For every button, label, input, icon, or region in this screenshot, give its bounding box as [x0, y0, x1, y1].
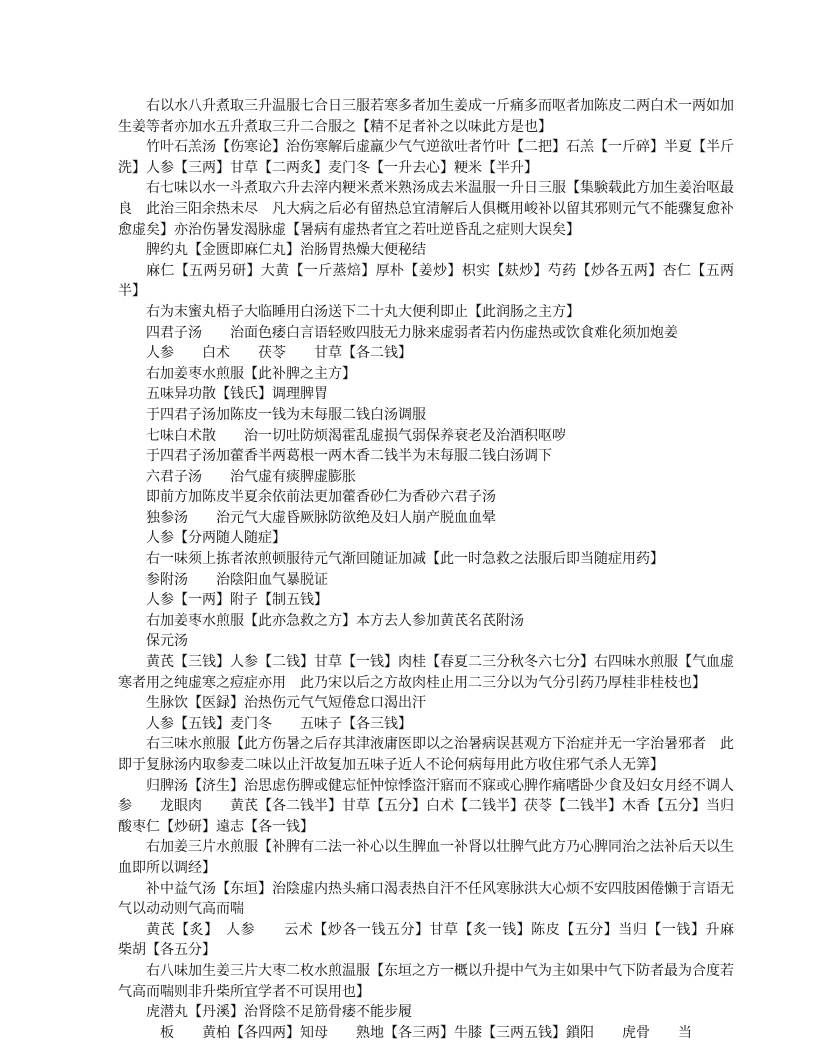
paragraph-31: 右八味加生姜三片大枣二枚水煎温服【东垣之方一概以升提中气为主如果中气下防者最为合度若气高而喘则非升柴所宜学者不可误用也】: [118, 962, 734, 1000]
paragraph-18: 右一味须上拣者浓煎顿服待元气渐回随证加减【此一时急救之法服后即当随症用药】: [146, 551, 664, 568]
paragraph-2: 竹叶石羔汤【伤寒论】治伤寒解后虚羸少气气逆欲吐者竹叶【二把】石羔【一斤碎】半夏【半斤洗】人参【三两】甘草【二两炙】麦门冬【一升去心】粳米【半升】: [118, 139, 734, 176]
paragraph-25: 人参【五钱】麦门冬 五味子【各三钱】: [146, 715, 412, 732]
paragraph-7: 四君子汤 治面色痿白言语轻败四肢无力脉来虚弱者若内伤虚热或饮食难化须加炮姜: [146, 324, 678, 341]
paragraph-12: 七味白术散 治一切吐防烦渴霍乱虚损气弱保养衰老及治酒积呕哕: [146, 427, 566, 444]
paragraph-28: 右加姜三片水煎服【补脾有二法一补心以生脾血一补肾以壮脾气此方乃心脾同治之法补后天以生血即所以调经】: [118, 839, 734, 876]
paragraph-21: 右加姜枣水煎服【此亦急救之方】本方去人参加黄芪名芪附汤: [146, 612, 524, 629]
paragraph-17: 人参【分两随人随症】: [146, 530, 286, 547]
paragraph-26: 右三味水煎服【此方伤暑之后存其津液庸医即以之治暑病误甚观方下治症并无一字治暑邪者 此即于复脉汤内取参麦二味以止汗故复加五味子近人不论何病每用此方收住邪气杀人无筭】: [118, 736, 734, 773]
paragraph-4: 脾约丸【金匮即麻仁丸】治肠胃热燥大便秘结: [146, 242, 426, 259]
paragraph-14: 六君子汤 治气虚有痰脾虚膨胀: [146, 468, 356, 485]
paragraph-33: 板 黄柏【各四两】知母 熟地【各三两】牛膝【三两五钱】鎖阳 虎骨 当: [146, 1024, 692, 1041]
paragraph-13: 于四君子汤加藿香半两葛根一两木香二钱半为末每服二钱白汤调下: [146, 448, 552, 465]
paragraph-23: 黄芪【三钱】人参【二钱】甘草【一钱】肉桂【春夏二三分秋冬六七分】右四味水煎服【气血虚寒者用之纯虚寒之痘症亦用 此乃宋以后之方故肉桂止用二三分以为气分引药乃厚桂非桂枝也】: [118, 654, 734, 691]
paragraph-27: 归脾汤【济生】治思虑伤脾或健忘怔忡惊悸盗汗寤而不寐或心脾作痛嗜卧少食及妇女月经不调人参 龙眼肉 黄芪【各二钱半】甘草【五分】白术【二钱半】茯苓【二钱半】木香【五分】当归 酸枣仁【炒研】遠志【各一钱】: [118, 777, 762, 835]
paragraph-16: 独参汤 治元气大虚昏厥脉防欲绝及妇人崩产脱血血晕: [146, 509, 496, 526]
paragraph-6: 右为末蜜丸梧子大临睡用白汤送下二十丸大便利即止【此润肠之主方】: [146, 303, 580, 320]
paragraph-15: 即前方加陈皮半夏余依前法更加藿香砂仁为香砂六君子汤: [146, 489, 496, 506]
paragraph-19: 参附汤 治陰阳血气暴脱证: [146, 571, 328, 588]
paragraph-32: 虎潜丸【丹溪】治肾陰不足筋骨痿不能步履: [146, 1004, 412, 1021]
paragraph-9: 右加姜枣水煎服【此补脾之主方】: [146, 365, 356, 382]
paragraph-1: 右以水八升煮取三升温服七合日三服若寒多者加生姜成一斤痛多而呕者加陈皮二两白术一两如加生姜等者亦加水五升煮取三升二合服之【精不足者补之以味此方是也】: [118, 98, 734, 135]
paragraph-20: 人参【一两】附子【制五钱】: [146, 592, 328, 609]
paragraph-22: 保元汤: [146, 633, 188, 650]
paragraph-8: 人参 白术 茯苓 甘草【各二钱】: [146, 345, 412, 362]
paragraph-30: 黄芪【炙】 人参 云术【炒各一钱五分】甘草【炙一钱】陈皮【五分】当归【一钱】升麻 柴胡【各五分】: [118, 921, 762, 959]
paragraph-10: 五味异功散【钱氏】调理脾胃: [146, 386, 328, 403]
paragraph-5: 麻仁【五两另研】大黄【一斤蒸焙】厚朴【姜炒】枳实【麸炒】芍药【炒各五两】杏仁【五两半】: [118, 262, 734, 300]
paragraph-3: 右七味以水一斗煮取六升去滓内粳米煮米熟汤成去米温服一升日三服【集験载此方加生姜治呕最良 此治三阳余热未尽 凡大病之后必有留热总宜清解后人俱概用峻补以留其邪则元气不能骤复愈补愈虚矣】亦治伤暑发渴脉虚【暑病有虚热者宜之若吐逆昏乱之症则大误矣】: [118, 180, 734, 238]
paragraph-29: 补中益气汤【东垣】治陰虚内热头痛口渴表热自汗不任风寒脉洪大心烦不安四肢困倦懒于言语无气以动动则气高而喘: [118, 880, 734, 918]
paragraph-24: 生脉饮【医録】治热伤元气气短倦怠口渴出汗: [146, 695, 426, 712]
paragraph-11: 于四君子汤加陈皮一钱为末每服二钱白汤调服: [146, 406, 426, 423]
